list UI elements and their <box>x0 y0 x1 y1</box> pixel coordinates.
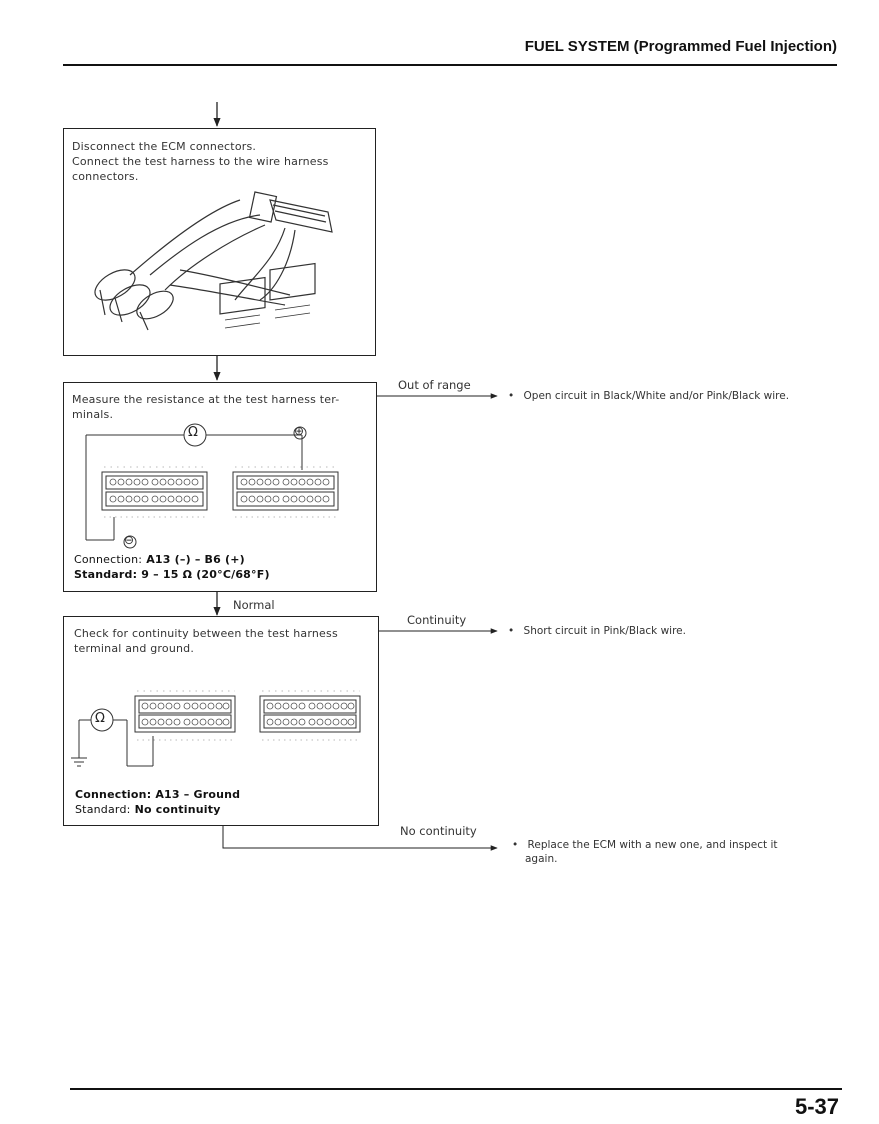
connection-value: A13 (–) – B6 (+) <box>146 553 245 566</box>
connection-label: Connection: <box>75 788 152 801</box>
bullet-icon: • <box>508 625 515 637</box>
standard-label: Standard: <box>74 568 138 581</box>
standard-value: No continuity <box>134 803 221 816</box>
ground-icon <box>71 758 72 759</box>
continuity-result <box>508 624 686 638</box>
bullet-icon: • <box>508 390 515 402</box>
footer-rule <box>70 1088 842 1090</box>
step1-line2: Connect the test harness to the wire harness <box>72 155 329 168</box>
step2-standard <box>74 567 270 582</box>
ohmmeter-icon: Ω <box>95 711 105 726</box>
step2-connection <box>74 552 245 567</box>
step3-connector-diagram <box>65 684 375 784</box>
step2-line1: Measure the resistance at the test harness ter- <box>72 393 340 406</box>
page-number: 5-37 <box>794 1094 839 1119</box>
out-of-range-label: Out of range <box>398 378 471 392</box>
ohmmeter-icon: Ω <box>188 425 198 440</box>
connection-value: A13 – Ground <box>155 788 241 801</box>
step3-line1: Check for continuity between the test harness <box>74 627 338 640</box>
no-continuity-label: No continuity <box>400 824 477 838</box>
minus-terminal-icon: ⊖ <box>124 533 135 547</box>
final-result-line2: again. <box>525 853 558 865</box>
out-of-range-result-text: Open circuit in Black/White and/or Pink/Black wire. <box>523 390 790 402</box>
step1-line1: Disconnect the ECM connectors. <box>72 140 257 153</box>
page-header-title: FUEL SYSTEM (Programmed Fuel Injection) <box>524 38 837 55</box>
step3-standard <box>75 802 221 817</box>
step2-connector-diagram <box>70 422 370 552</box>
step3-line2: terminal and ground. <box>74 642 195 655</box>
final-result-line1: Replace the ECM with a new one, and inspect it <box>527 839 778 851</box>
out-of-range-result <box>508 389 789 403</box>
plus-terminal-icon: ⊕ <box>294 424 305 438</box>
bullet-icon: • <box>512 839 519 851</box>
harness-illustration <box>70 180 370 360</box>
continuity-label: Continuity <box>407 613 467 627</box>
standard-value: 9 – 15 Ω (20°C/68°F) <box>141 568 270 581</box>
final-result <box>512 838 778 852</box>
continuity-result-text: Short circuit in Pink/Black wire. <box>523 625 686 637</box>
connection-label: Connection: <box>74 553 143 566</box>
standard-label: Standard: <box>75 803 131 816</box>
normal-label: Normal <box>233 598 275 612</box>
step2-line2: minals. <box>72 408 114 421</box>
step3-connection <box>75 787 240 802</box>
step1-line3: connectors. <box>72 170 139 183</box>
